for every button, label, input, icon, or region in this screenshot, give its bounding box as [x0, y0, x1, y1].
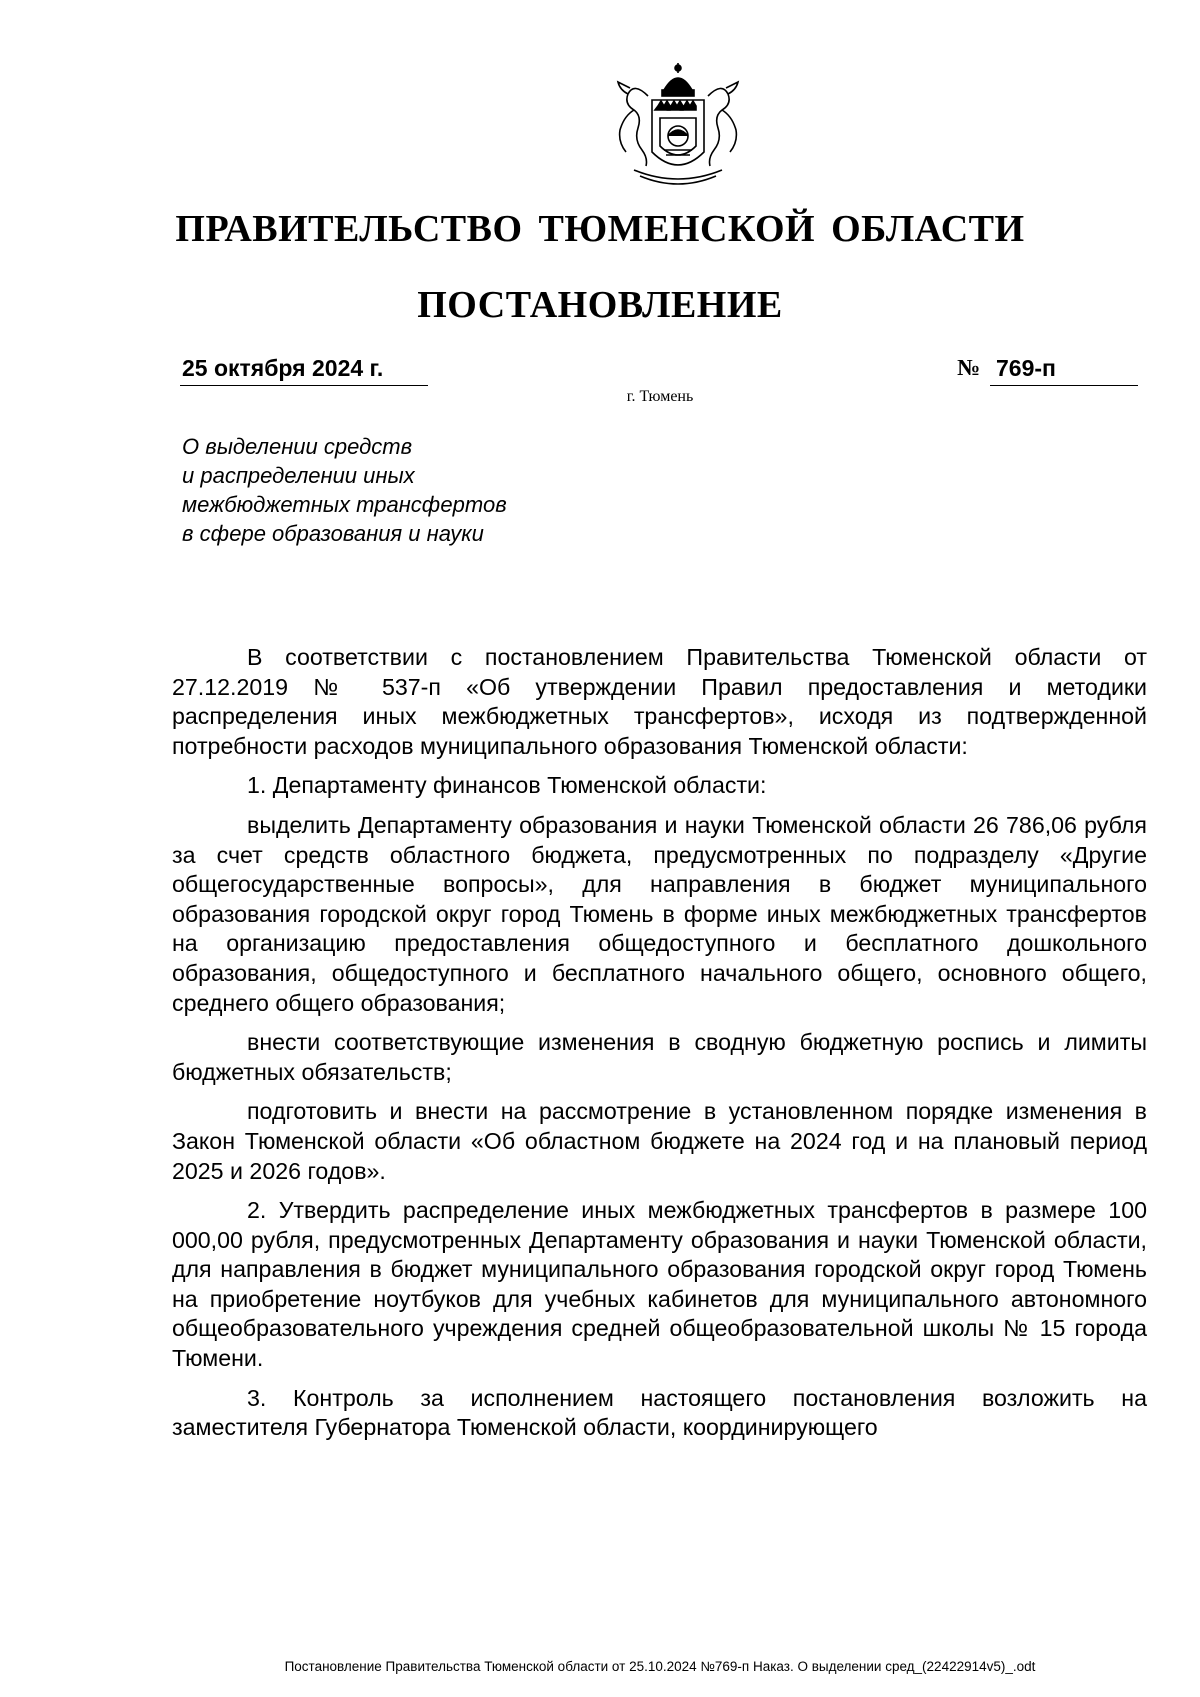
subject-line: межбюджетных трансфертов: [182, 492, 507, 517]
body-paragraph: 2. Утвердить распределение иных межбюджетных трансфертов в размере 100 000,00 рубля, предусмотренных Департаменту образования и науки Тюменской области, для направления в бюджет муниципального образования городской округ город Тюмень на приобретение ноутбуков для учебных кабинетов для муниципального автономного общеобразовательного учреждения средней общеобразовательной школы № 15 города Тюмени.: [172, 1197, 1147, 1372]
document-city: г. Тюмень: [626, 388, 694, 405]
subject-line: и распределении иных: [182, 463, 415, 488]
subject-line: О выделении средств: [182, 434, 413, 459]
number-sign: №: [957, 355, 981, 380]
body-paragraph: 1. Департаменту финансов Тюменской области:: [247, 772, 767, 799]
document-date-field: [180, 355, 428, 386]
body-paragraph: 3. Контроль за исполнением настоящего постановления возложить на заместителя Губернатора Тюменской области, координирующего: [172, 1384, 1147, 1441]
body-paragraph: выделить Департаменту образования и науки Тюменской области 26 786,06 рубля за счет средств областного бюджета, предусмотренных по подразделу «Другие общегосударственные вопросы», для направления в бюджет муниципального образования городской округ город Тюмень в форме иных межбюджетных трансфертов на организацию предоставления общедоступного и бесплатного дошкольного образования, общедоступного и бесплатного начального общего, основного общего, среднего общего образования;: [172, 811, 1147, 1016]
coat-of-arms-icon: [598, 60, 758, 192]
document-type: ПОСТАНОВЛЕНИЕ: [417, 284, 783, 326]
subject-line: в сфере образования и науки: [182, 521, 484, 546]
body-paragraph: внести соответствующие изменения в сводную бюджетную роспись и лимиты бюджетных обязательств;: [172, 1029, 1147, 1085]
government-title: ПРАВИТЕЛЬСТВО ТЮМЕНСКОЙ ОБЛАСТИ: [175, 208, 1025, 250]
document-subject: [182, 432, 622, 548]
document-number-field: [990, 355, 1138, 386]
body-paragraph: В соответствии с постановлением Правительства Тюменской области от 27.12.2019 № 537-п «Об утверждении Правил предоставления и методики распределения иных межбюджетных трансфертов», исходя из подтвержденной потребности расходов муниципального образования Тюменской области:: [172, 644, 1147, 759]
document-date: 25 октября 2024 г.: [182, 355, 384, 381]
document-number: 769-п: [996, 355, 1056, 381]
footer-filename: Постановление Правительства Тюменской области от 25.10.2024 №769-п Наказ. О выделении сред_(22422914v5)_.odt: [284, 1659, 1036, 1674]
document-body: [172, 643, 1147, 1443]
body-paragraph: подготовить и внести на рассмотрение в установленном порядке изменения в Закон Тюменской области «Об областном бюджете на 2024 год и на плановый период 2025 и 2026 годов».: [172, 1098, 1147, 1184]
